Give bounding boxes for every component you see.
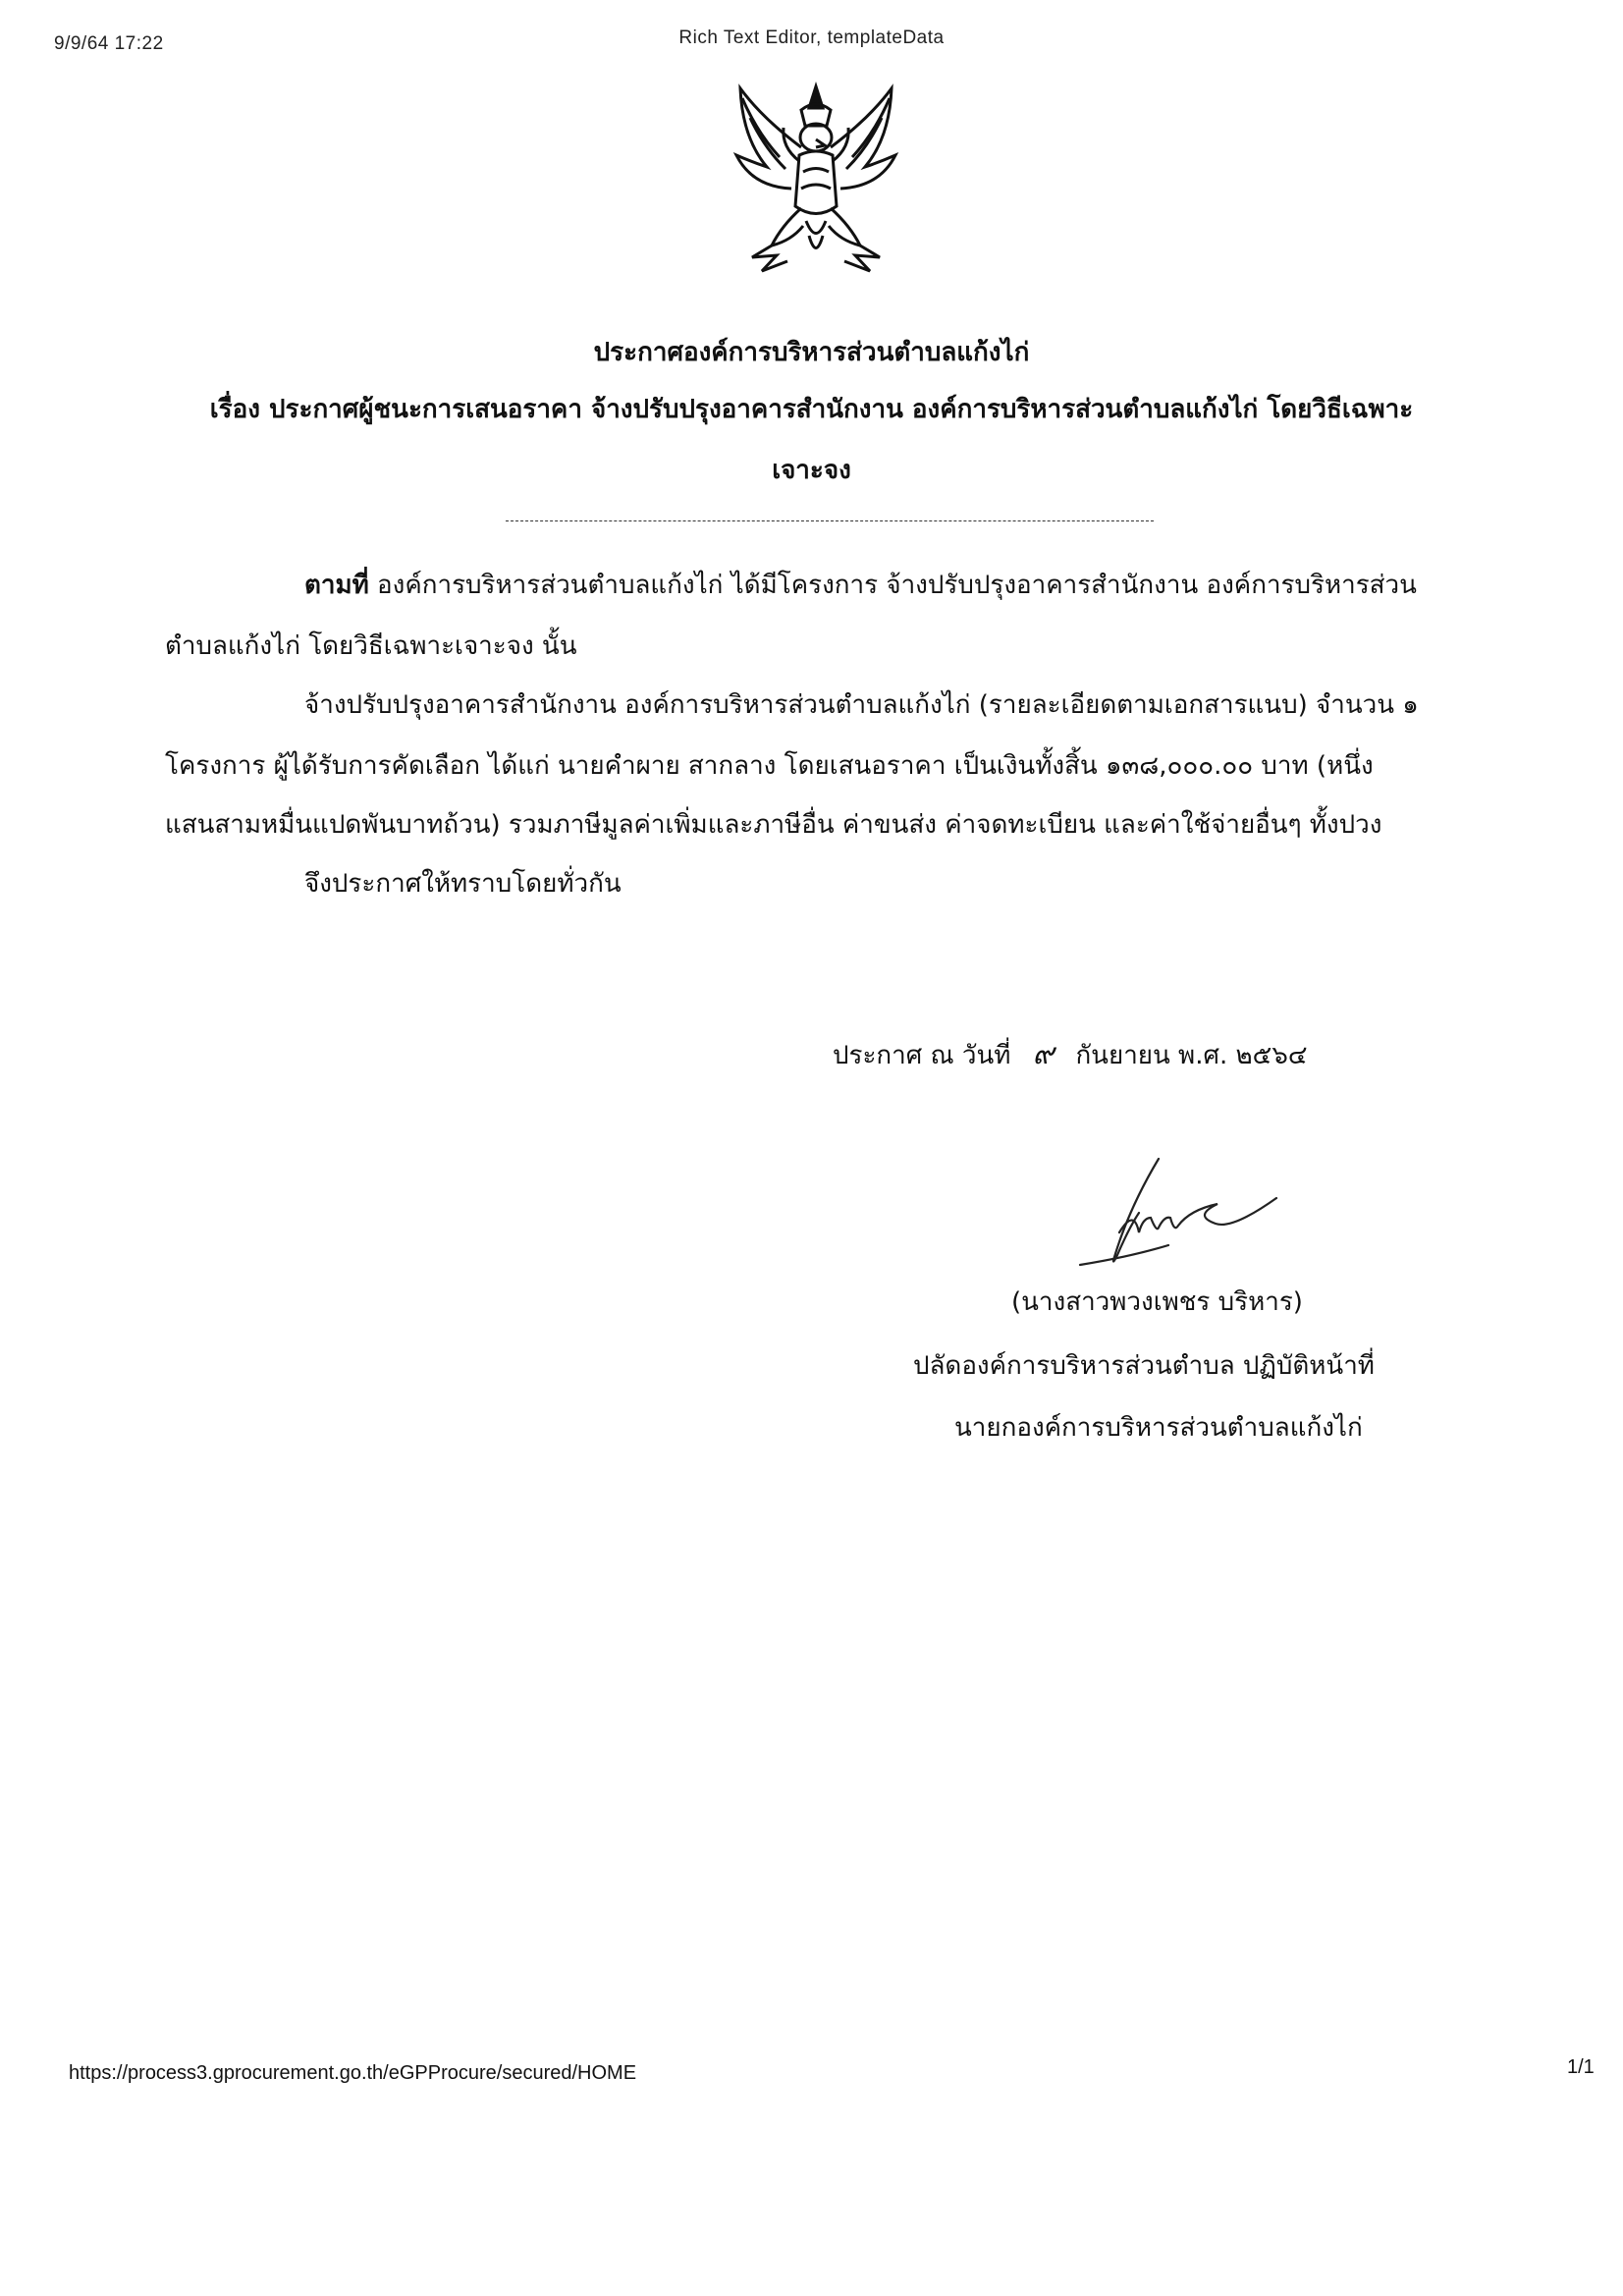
paragraph-lead-word: ตามที่	[304, 571, 369, 600]
handwritten-signature	[1021, 1139, 1316, 1277]
paragraph-2-line-1: จ้างปรับปรุงอาคารสำนักงาน องค์การบริหารส่วนตำบลแก้งไก่ (รายละเอียดตามเอกสารแนบ) จำนวน ๑	[304, 690, 1419, 720]
signatory-acting-for: นายกองค์การบริหารส่วนตำบลแก้งไก่	[954, 1413, 1363, 1443]
print-timestamp: 9/9/64 17:22	[54, 33, 164, 54]
announcement-subject: เรื่อง ประกาศผู้ชนะการเสนอราคา จ้างปรับปรุงอาคารสำนักงาน องค์การบริหารส่วนตำบลแก้งไก่ โดยวิธีเฉพาะ	[209, 395, 1414, 424]
dateline-month-year: กันยายน พ.ศ. ๒๕๖๔	[1075, 1041, 1308, 1070]
title-separator	[506, 520, 1154, 521]
footer-url: https://process3.gprocurement.go.th/eGPProcure/secured/HOME	[69, 2062, 637, 2084]
signatory-name: (นางสาวพวงเพชร บริหาร)	[1011, 1287, 1303, 1317]
announcement-subject-continued: เจาะจง	[772, 456, 851, 485]
signatory-position: ปลัดองค์การบริหารส่วนตำบล ปฏิบัติหน้าที่	[913, 1351, 1375, 1381]
paragraph-2-line-2: โครงการ ผู้ได้รับการคัดเลือก ได้แก่ นายคำผาย สากลาง โดยเสนอราคา เป็นเงินทั้งสิ้น ๑๓๘,๐๐๐.๐๐ บาท (หนึ่ง	[165, 751, 1374, 781]
paragraph-2-line-3: แสนสามหมื่นแปดพันบาทถ้วน) รวมภาษีมูลค่าเพิ่มและภาษีอื่น ค่าขนส่ง ค่าจดทะเบียน และค่าใช้จ่ายอื่นๆ ทั้งปวง	[165, 810, 1382, 840]
announcement-dateline	[833, 1031, 1308, 1077]
dateline-prefix: ประกาศ ณ วันที่	[833, 1041, 1011, 1070]
body-paragraph-1	[304, 568, 1417, 603]
page-number: 1/1	[1567, 2056, 1595, 2078]
announcement-issuer: ประกาศองค์การบริหารส่วนตำบลแก้งไก่	[593, 338, 1030, 367]
dateline-day: ๙	[1032, 1037, 1055, 1071]
closing-sentence: จึงประกาศให้ทราบโดยทั่วกัน	[304, 869, 622, 899]
paragraph-1-line-1: องค์การบริหารส่วนตำบลแก้งไก่ ได้มีโครงการ จ้างปรับปรุงอาคารสำนักงาน องค์การบริหารส่วน	[368, 571, 1417, 600]
print-page-title: Rich Text Editor, templateData	[678, 27, 945, 48]
paragraph-1-line-2: ตำบลแก้งไก่ โดยวิธีเฉพาะเจาะจง นั้น	[165, 631, 577, 661]
garuda-emblem-icon	[723, 79, 909, 285]
